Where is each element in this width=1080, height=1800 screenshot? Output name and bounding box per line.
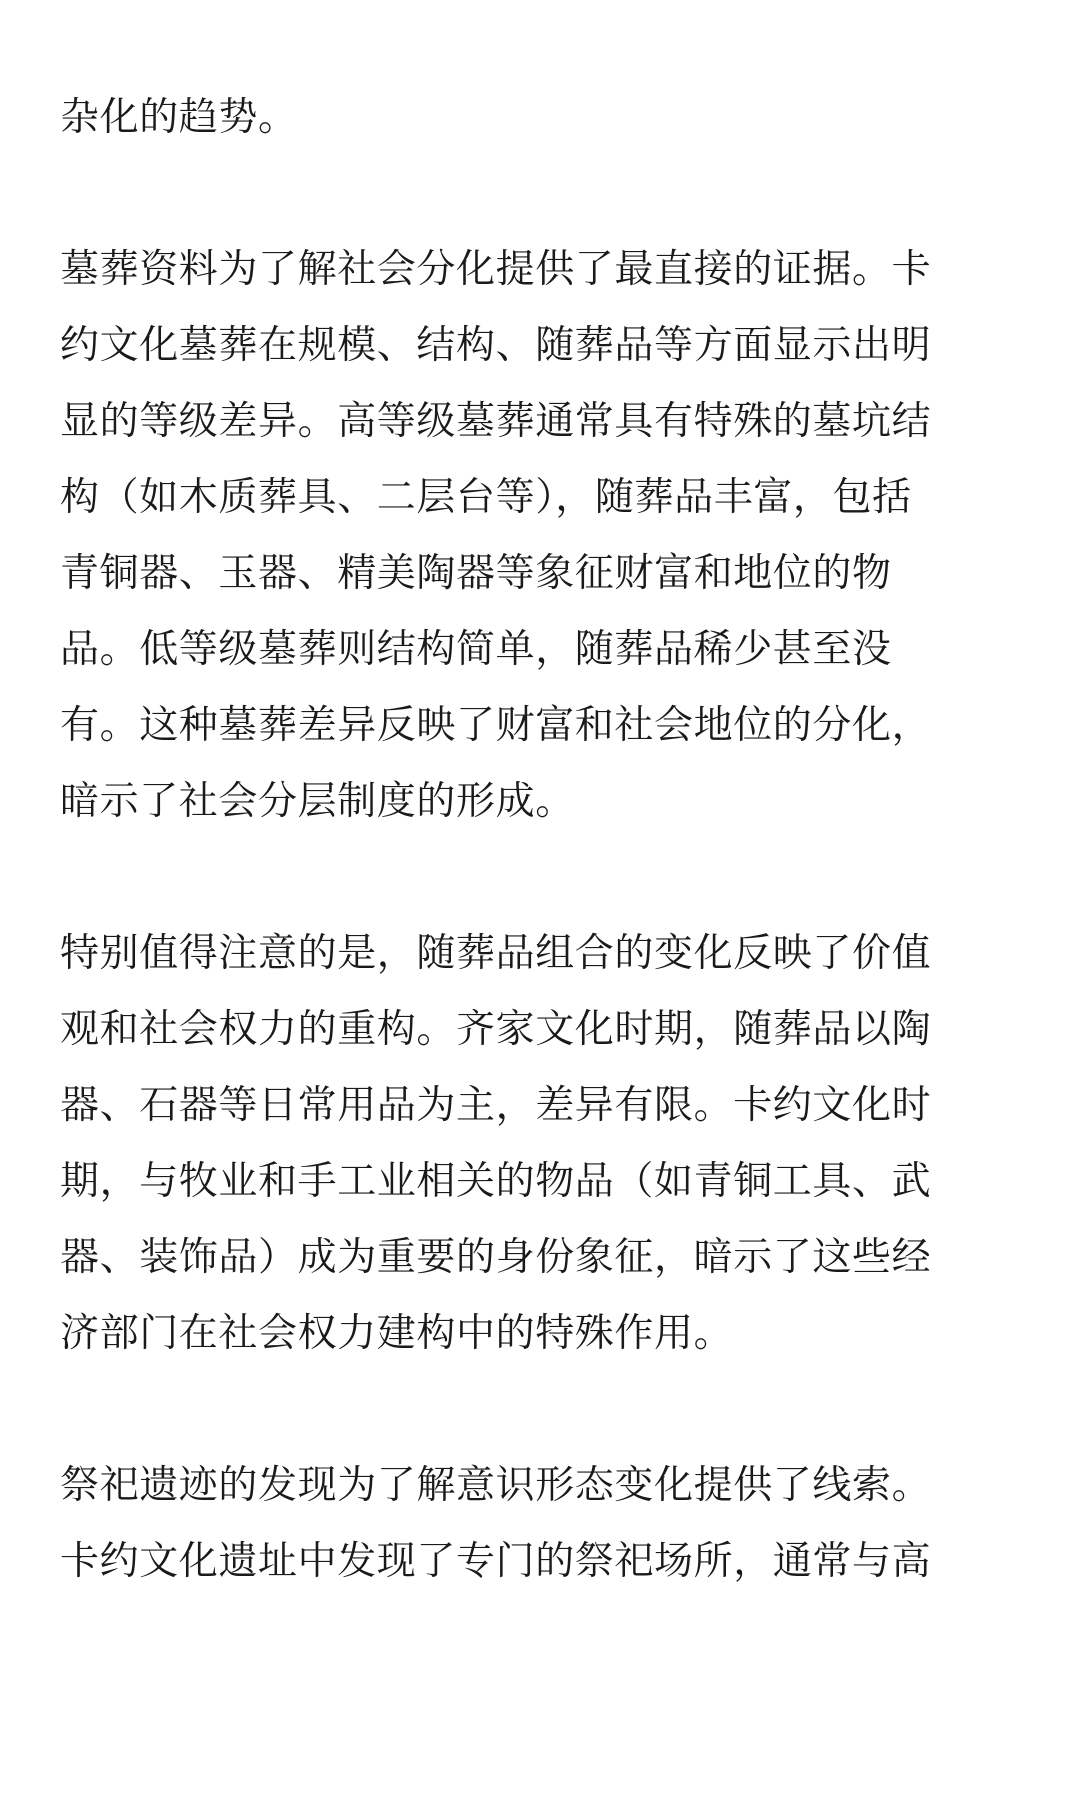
text-line: 卡约文化遗址中发现了专门的祭祀场所，通常与高 (60, 1539, 932, 1584)
text-line: 品。低等级墓葬则结构简单，随葬品稀少甚至没 (60, 627, 892, 672)
article-body (60, 80, 1020, 1600)
text-line: 器、石器等日常用品为主，差异有限。卡约文化时 (60, 1083, 932, 1128)
text-line: 墓葬资料为了解社会分化提供了最直接的证据。卡 (60, 247, 932, 292)
text-line: 器、装饰品）成为重要的身份象征，暗示了这些经 (60, 1235, 932, 1280)
paragraph-gap (60, 156, 1020, 232)
text-line: 济部门在社会权力建构中的特殊作用。 (60, 1311, 734, 1356)
text-line: 显的等级差异。高等级墓葬通常具有特殊的墓坑结 (60, 399, 932, 444)
paragraph-1 (60, 80, 1020, 156)
paragraph-gap (60, 1372, 1020, 1448)
text-line: 约文化墓葬在规模、结构、随葬品等方面显示出明 (60, 323, 932, 368)
text-line: 青铜器、玉器、精美陶器等象征财富和地位的物 (60, 551, 892, 596)
text-line: 期，与牧业和手工业相关的物品（如青铜工具、武 (60, 1159, 932, 1204)
text-line: 构（如木质葬具、二层台等），随葬品丰富，包括 (60, 475, 912, 520)
paragraph-3 (60, 916, 1020, 1372)
text-line: 有。这种墓葬差异反映了财富和社会地位的分化， (60, 703, 932, 748)
paragraph-4 (60, 1448, 1020, 1600)
text-line: 特别值得注意的是，随葬品组合的变化反映了价值 (60, 931, 932, 976)
text-line: 暗示了社会分层制度的形成。 (60, 779, 575, 824)
paragraph-gap (60, 840, 1020, 916)
text-line: 观和社会权力的重构。齐家文化时期，随葬品以陶 (60, 1007, 932, 1052)
text-line: 杂化的趋势。 (60, 95, 298, 140)
paragraph-2 (60, 232, 1020, 840)
text-line: 祭祀遗迹的发现为了解意识形态变化提供了线索。 (60, 1463, 932, 1508)
